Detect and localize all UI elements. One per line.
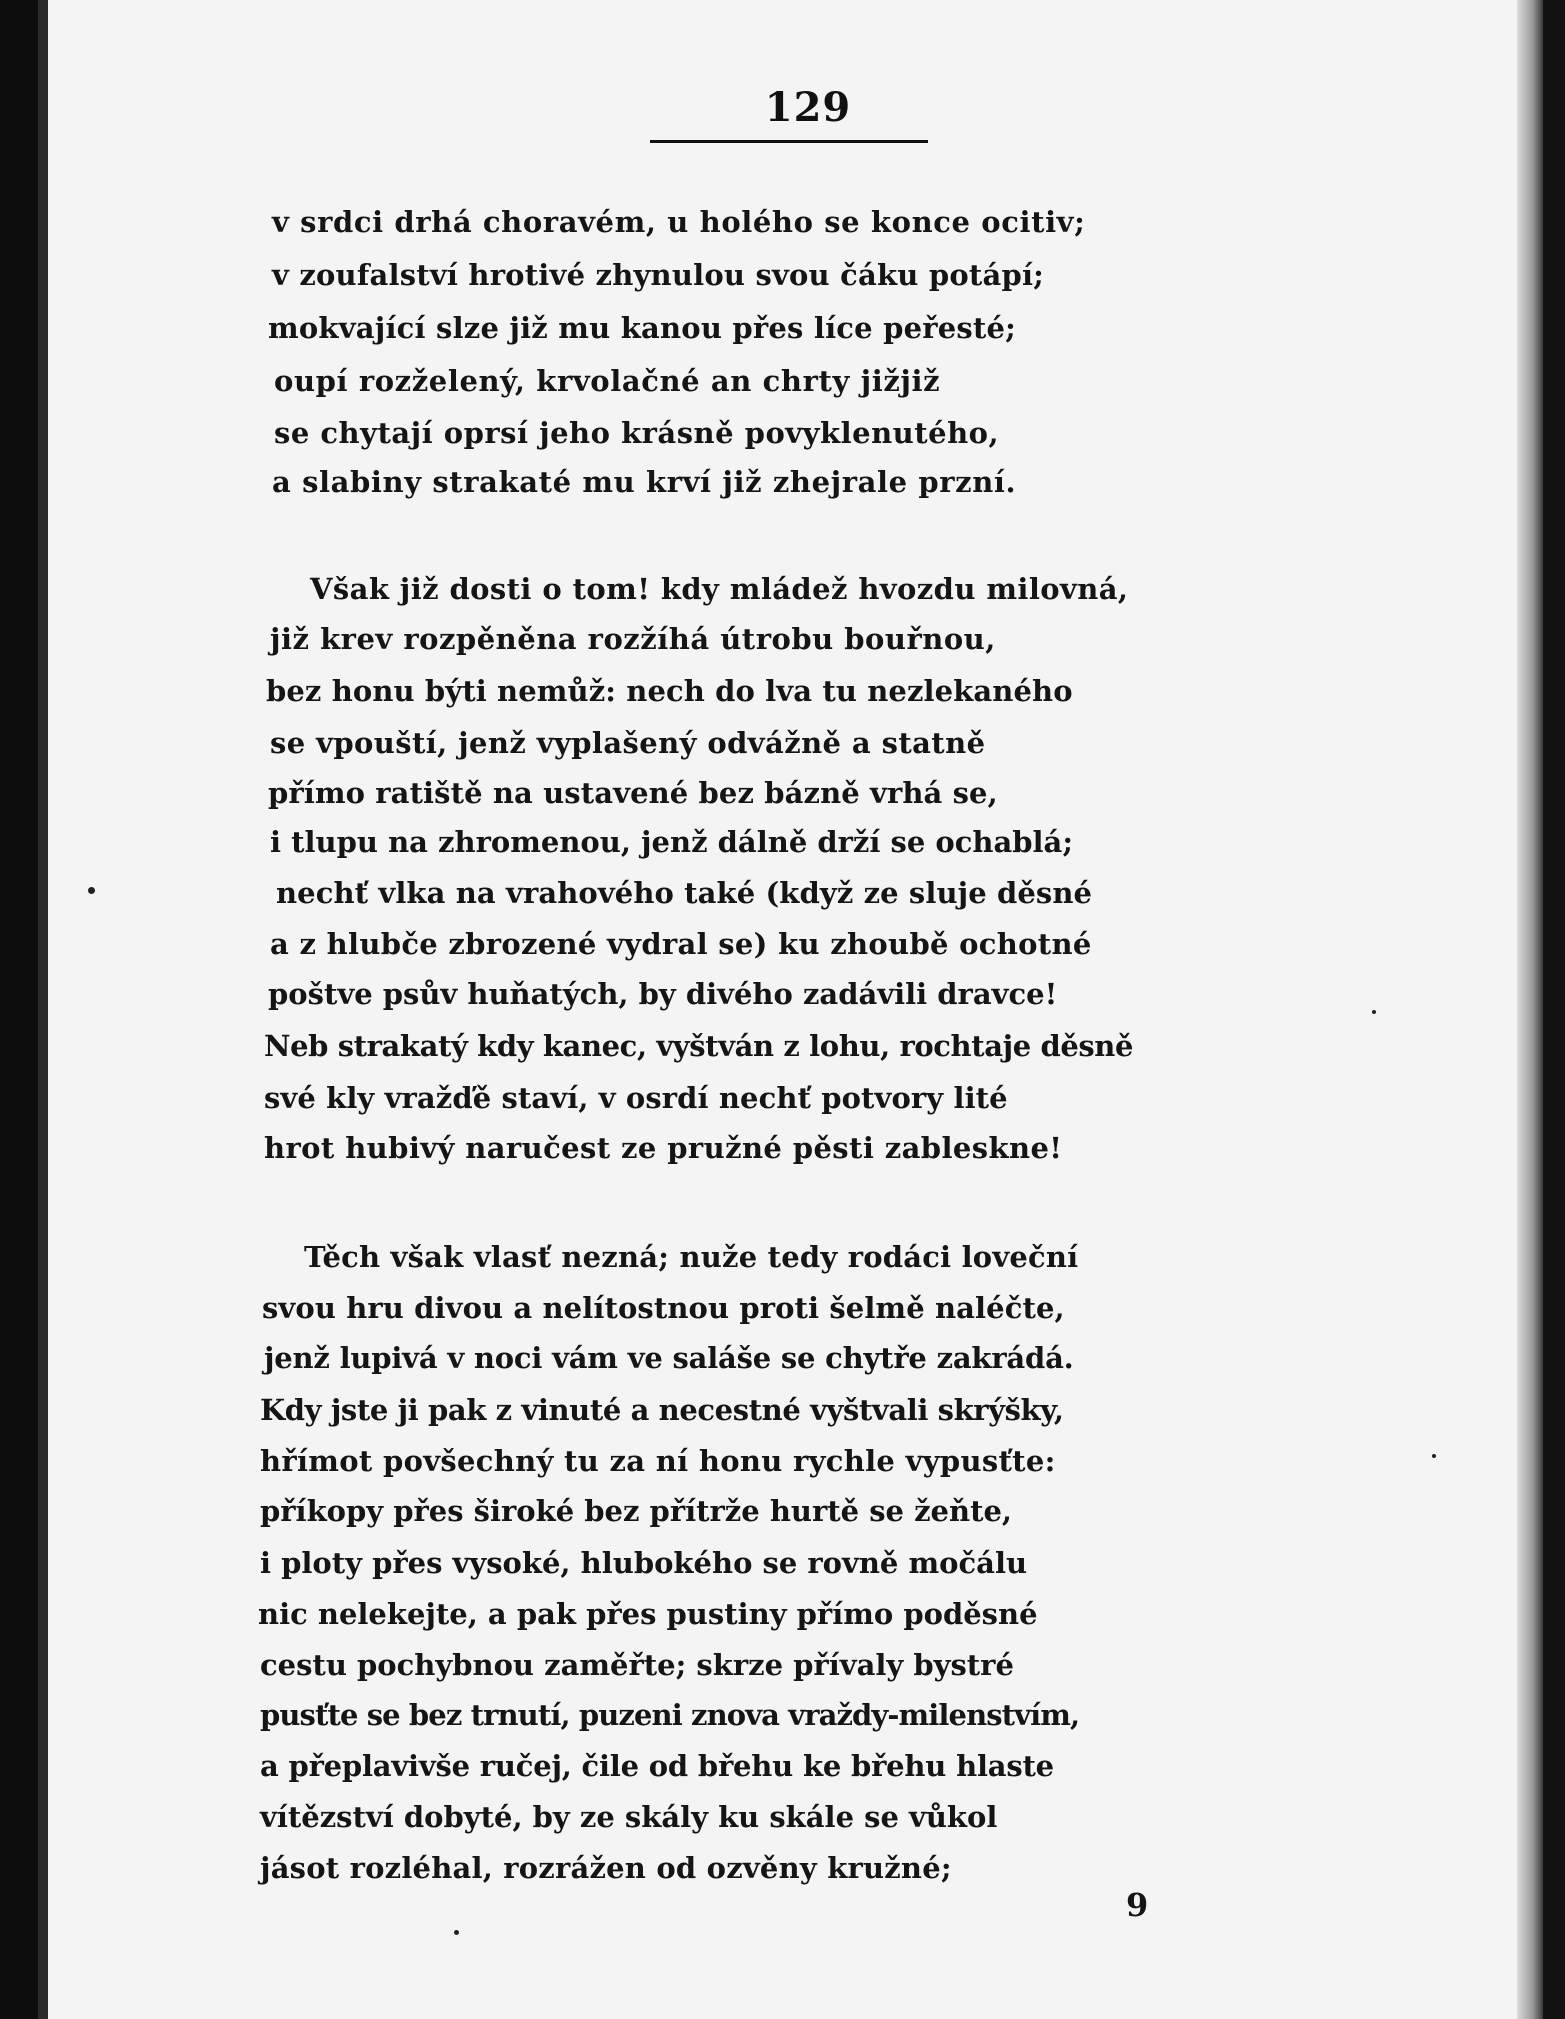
verse-line: Kdy jste ji pak z vinuté a necestné vyštvali skrýšky, (260, 1393, 1064, 1427)
verse-line: Neb strakatý kdy kanec, vyštván z lohu, rochtaje děsně (264, 1029, 1134, 1063)
print-speck (454, 1930, 459, 1935)
print-speck (1372, 1010, 1376, 1014)
verse-line: mokvající slze již mu kanou přes líce peřesté; (268, 311, 1017, 345)
verse-line: v zoufalství hrotivé zhynulou svou čáku potápí; (272, 258, 1045, 292)
verse-line: i ploty přes vysoké, hlubokého se rovně močálu (260, 1546, 1028, 1580)
book-gutter-edge (38, 0, 48, 2019)
verse-line: se chytají oprsí jeho krásně povyklenutého, (274, 416, 1000, 450)
verse-line: bez honu býti nemůž: nech do lva tu nezlekaného (266, 674, 1073, 708)
verse-line: své kly vražďě staví, v osrdí nechť potvory lité (264, 1081, 1008, 1115)
verse-line: přímo ratiště na ustavené bez bázně vrhá se, (268, 776, 998, 810)
verse-line: příkopy přes široké bez přítrže hurtě se žeňte, (260, 1494, 1013, 1528)
catchword: 9 (1126, 1886, 1149, 1924)
verse-line: v srdci drhá choravém, u holého se konce ocitiv; (272, 205, 1086, 239)
verse-line: se vpouští, jenž vyplašený odvážně a statně (270, 726, 986, 760)
verse-line: Těch však vlasť nezná; nuže tedy rodáci loveční (304, 1240, 1079, 1274)
verse-line: pusťte se bez trnutí, puzeni znova vraždy-milenstvím, (260, 1698, 1080, 1732)
header-rule (650, 140, 928, 143)
page-number: 129 (764, 84, 852, 131)
book-edge-shadow (1543, 0, 1565, 2019)
verse-line: oupí rozželený, krvolačné an chrty jižjiž (274, 364, 941, 398)
verse-line: a z hlubče zbrozené vydral se) ku zhoubě ochotné (270, 927, 1092, 961)
verse-line: i tlupu na zhromenou, jenž dálně drží se ochablá; (270, 825, 1074, 859)
verse-line: vítězství dobyté, by ze skály ku skále se vůkol (260, 1800, 998, 1834)
verse-line: Však již dosti o tom! kdy mládež hvozdu milovná, (310, 572, 1129, 606)
verse-line: cestu pochybnou zaměřte; skrze přívaly bystré (260, 1648, 1014, 1682)
verse-line: svou hru divou a nelítostnou proti šelmě naléčte, (262, 1291, 1065, 1325)
verse-line: nic nelekejte, a pak přes pustiny přímo poděsné (258, 1597, 1038, 1631)
verse-line: již krev rozpěněna rozžíhá útrobu bouřnou, (270, 622, 996, 656)
verse-line: jásot rozléhal, rozrážen od ozvěny kružné; (260, 1851, 952, 1885)
print-speck (1432, 1454, 1436, 1458)
verse-line: hrot hubivý naručest ze pružné pěsti zableskne! (264, 1131, 1063, 1165)
verse-line: a slabiny strakaté mu krví již zhejrale przní. (272, 465, 1017, 499)
verse-line: hřímot povšechný tu za ní honu rychle vypusťte: (260, 1444, 1056, 1478)
print-speck (88, 887, 95, 894)
verse-line: nechť vlka na vrahového také (když ze sluje děsné (276, 876, 1093, 910)
book-edge-fringe (1517, 0, 1543, 2019)
verse-line: poštve psův huňatých, by divého zadávili dravce! (268, 977, 1058, 1011)
verse-line: jenž lupivá v noci vám ve saláše se chytře zakrádá. (264, 1341, 1074, 1375)
book-page (48, 0, 1518, 2019)
verse-line: a přeplavivše ručej, čile od břehu ke břehu hlaste (260, 1749, 1054, 1783)
